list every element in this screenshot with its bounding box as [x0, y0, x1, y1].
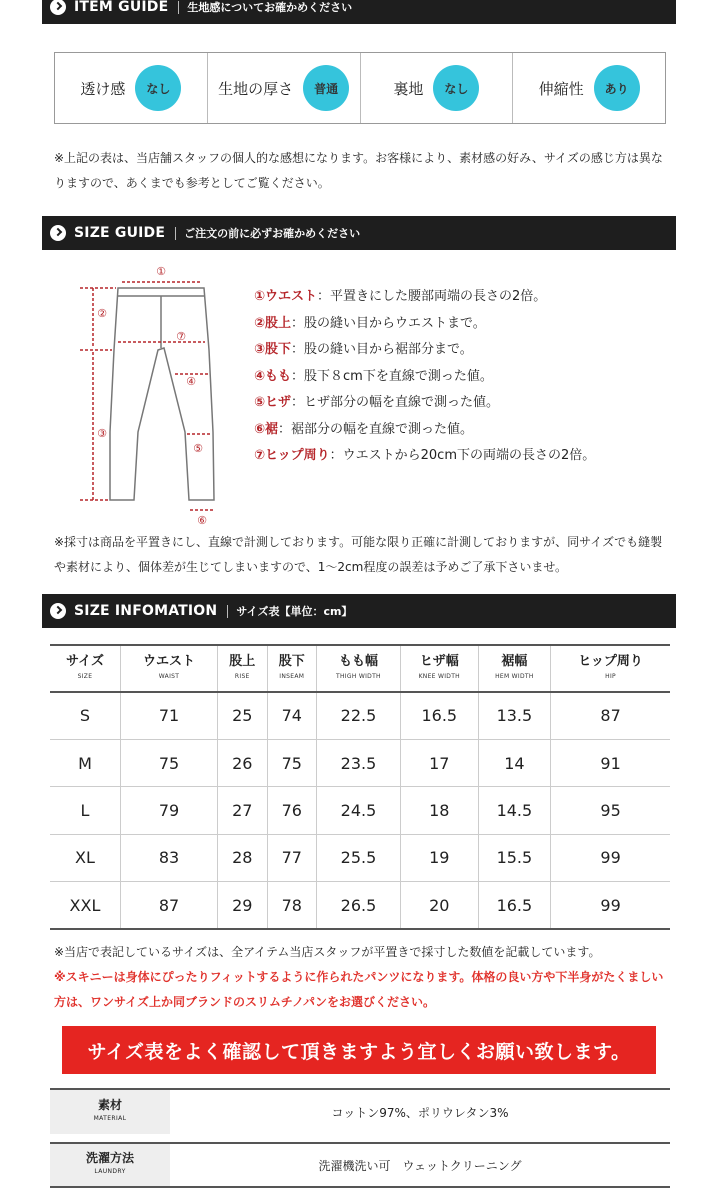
size-value-cell: 17	[400, 739, 478, 786]
item-guide-header	[42, 0, 676, 24]
spec-header: 素材 MATERIAL	[50, 1090, 170, 1134]
size-table-header: ヒザ幅 KNEE WIDTH	[400, 645, 478, 692]
pants-outline	[110, 288, 214, 500]
size-label-cell: S	[50, 692, 120, 739]
size-label-cell: M	[50, 739, 120, 786]
guide-label: 裏地	[393, 79, 424, 98]
size-guide-subtitle: ご注文の前に必ずお確かめください	[184, 227, 361, 240]
size-value-cell: 14.5	[478, 787, 551, 834]
size-label-cell: XXL	[50, 882, 120, 929]
size-value-cell: 23.5	[316, 739, 400, 786]
size-value-cell: 87	[120, 882, 217, 929]
guide-badge: なし	[433, 65, 479, 111]
legend-item: ⑦ヒップ周り：ウエストから20cm下の両端の長さの2倍。	[254, 448, 596, 463]
size-value-cell: 87	[551, 692, 670, 739]
size-value-cell: 74	[267, 692, 316, 739]
table-row	[50, 692, 670, 739]
guide-cell-lining	[361, 53, 514, 123]
item-guide-subtitle: 生地感についてお確かめください	[187, 1, 353, 14]
fabric-guide-table	[54, 52, 666, 124]
size-value-cell: 29	[218, 882, 267, 929]
guide-label: 生地の厚さ	[218, 79, 294, 98]
size-value-cell: 27	[218, 787, 267, 834]
spec-value: コットン97%、ポリウレタン3%	[331, 1105, 509, 1120]
size-table-header: 股上 RISE	[218, 645, 267, 692]
size-check-banner: サイズ表をよく確認して頂きますよう宜しくお願い致します。	[62, 1026, 656, 1074]
marker-inseam: ③	[97, 427, 107, 440]
size-info-header	[42, 594, 676, 628]
header-divider	[227, 605, 228, 618]
size-info-note: ※当店で表記しているサイズは、全アイテム当店スタッフが平置きで採寸した数値を記載しています。	[54, 945, 601, 959]
chevron-right-icon	[50, 603, 66, 619]
skinny-fit-warning: ※スキニーは身体にぴったりフィットするように作られたパンツになります。体格の良い方や下半身がたくましい方は、ワンサイズ上か同ブランドのスリムチノパンをお選びください。	[54, 970, 664, 1009]
marker-knee: ⑤	[193, 442, 203, 455]
size-value-cell: 91	[551, 739, 670, 786]
header-divider	[175, 227, 176, 240]
size-value-cell: 15.5	[478, 834, 551, 881]
size-label-cell: L	[50, 787, 120, 834]
table-row	[50, 787, 670, 834]
size-info-subtitle: サイズ表【単位：cm】	[236, 605, 353, 618]
table-row	[50, 834, 670, 881]
size-value-cell: 75	[120, 739, 217, 786]
size-label-cell: XL	[50, 834, 120, 881]
size-table	[50, 644, 670, 930]
spec-value: 洗濯機洗い可 ウェットクリーニング	[318, 1158, 522, 1173]
size-table-header: 裾幅 HEM WIDTH	[478, 645, 551, 692]
header-divider	[178, 1, 179, 14]
size-table-header: もも幅 THIGH WIDTH	[316, 645, 400, 692]
size-value-cell: 78	[267, 882, 316, 929]
size-table-header: 股下 INSEAM	[267, 645, 316, 692]
chevron-right-icon	[50, 0, 66, 15]
spec-row-material	[50, 1088, 670, 1134]
size-value-cell: 83	[120, 834, 217, 881]
size-value-cell: 16.5	[478, 882, 551, 929]
legend-item: ⑤ヒザ：ヒザ部分の幅を直線で測った値。	[254, 395, 500, 410]
guide-cell-transparency	[55, 53, 208, 123]
size-value-cell: 99	[551, 834, 670, 881]
spec-row-laundry	[50, 1142, 670, 1188]
guide-label: 伸縮性	[538, 79, 584, 98]
size-value-cell: 22.5	[316, 692, 400, 739]
chevron-right-icon	[50, 225, 66, 241]
size-value-cell: 99	[551, 882, 670, 929]
guide-badge: あり	[594, 65, 640, 111]
size-value-cell: 13.5	[478, 692, 551, 739]
size-value-cell: 14	[478, 739, 551, 786]
guide-badge: 普通	[303, 65, 349, 111]
legend-item: ①ウエスト：平置きにした腰部両端の長さの2倍。	[254, 289, 547, 304]
marker-waist: ①	[156, 265, 166, 278]
spec-header: 洗濯方法 LAUNDRY	[50, 1144, 170, 1186]
size-value-cell: 79	[120, 787, 217, 834]
size-value-cell: 25.5	[316, 834, 400, 881]
marker-hip: ⑦	[176, 330, 186, 343]
guide-badge: なし	[135, 65, 181, 111]
size-value-cell: 76	[267, 787, 316, 834]
size-value-cell: 19	[400, 834, 478, 881]
size-value-cell: 71	[120, 692, 217, 739]
size-value-cell: 75	[267, 739, 316, 786]
size-value-cell: 20	[400, 882, 478, 929]
legend-item: ④もも：股下８cm下を直線で測った値。	[254, 368, 493, 384]
size-value-cell: 25	[218, 692, 267, 739]
legend-item: ③股下：股の縫い目から裾部分まで。	[254, 342, 473, 357]
size-table-header: ヒップ周り HIP	[551, 645, 670, 692]
legend-item: ⑥裾：裾部分の幅を直線で測った値。	[254, 421, 474, 437]
size-value-cell: 24.5	[316, 787, 400, 834]
size-value-cell: 16.5	[400, 692, 478, 739]
guide-cell-thickness	[208, 53, 361, 123]
pants-measurement-diagram	[80, 262, 230, 532]
guide-label: 透け感	[80, 79, 126, 98]
table-row	[50, 882, 670, 929]
marker-thigh: ④	[186, 375, 196, 388]
marker-hem: ⑥	[197, 514, 207, 527]
table-row	[50, 739, 670, 786]
legend-item: ②股上：股の縫い目からウエストまで。	[254, 315, 486, 331]
size-value-cell: 77	[267, 834, 316, 881]
size-guide-title: SIZE GUIDE	[74, 225, 166, 241]
size-value-cell: 26	[218, 739, 267, 786]
size-value-cell: 28	[218, 834, 267, 881]
size-guide-header	[42, 216, 676, 250]
item-guide-note: ※上記の表は、当店舗スタッフの個人的な感想になります。お客様により、素材感の好み、サイズの感じ方は異なりますので、あくまでも参考としてご覧ください。	[54, 151, 663, 190]
marker-rise: ②	[97, 307, 107, 320]
size-value-cell: 26.5	[316, 882, 400, 929]
measurement-legend	[254, 284, 595, 470]
size-info-title: SIZE INFOMATION	[74, 603, 218, 619]
size-guide-note: ※採寸は商品を平置きにし、直線で計測しております。可能な限り正確に計測しておりますが、同サイズでも縫製や素材により、個体差が生じてしまいますので、1〜2cm程度の誤差は予めご了承下さいませ。	[54, 535, 663, 574]
item-guide-title: ITEM GUIDE	[74, 0, 169, 15]
size-table-header: サイズ SIZE	[50, 645, 120, 692]
size-value-cell: 95	[551, 787, 670, 834]
size-table-header: ウエスト WAIST	[120, 645, 217, 692]
guide-cell-stretch	[513, 53, 665, 123]
size-value-cell: 18	[400, 787, 478, 834]
